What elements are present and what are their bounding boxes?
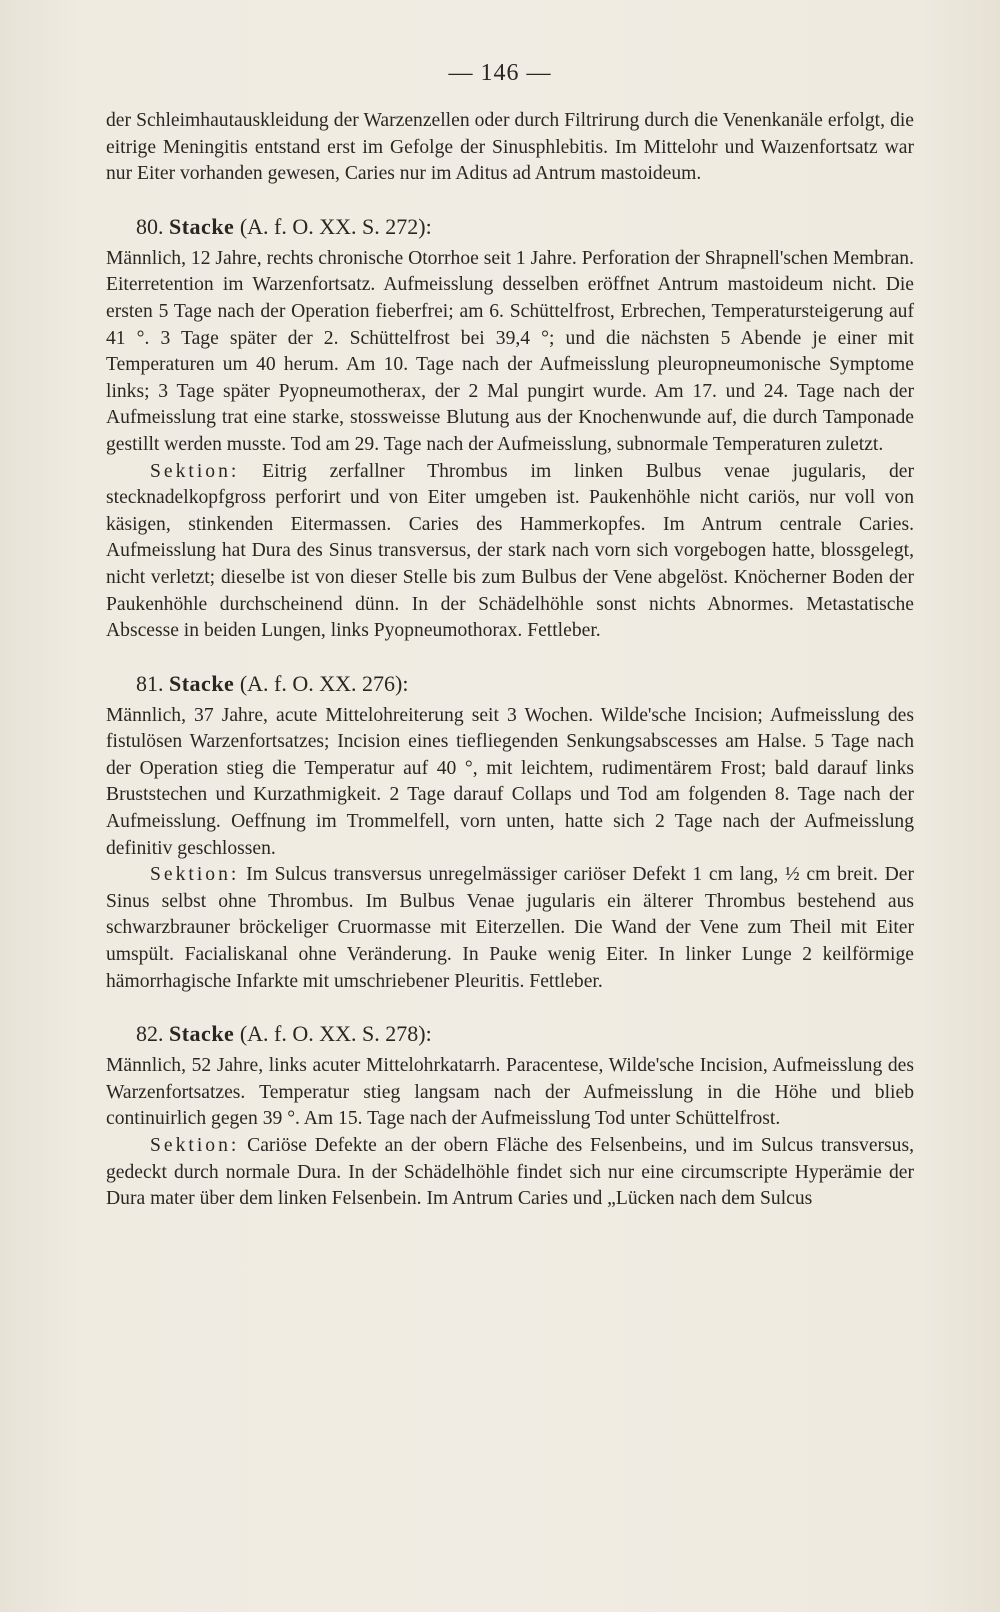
case-citation: (A. f. O. XX. S. 272): — [239, 213, 432, 239]
page-number: — 146 — — [448, 60, 552, 86]
case-section-81 — [106, 862, 914, 995]
section-text: Im Sulcus transversus unregelmässiger cariöser Defekt 1 cm lang, ½ cm breit. Der Sinus selbst ohne Thrombus. Im Bulbus Venae jugularis ein älterer Thrombus bestehend aus schwarzbrauner bröckeliger Cruormasse mit Eiterzellen. Die Wand der Vene zum Theil mit Eiter umspült. Facialiskanal ohne Veränderung. In Pauke wenig Eiter. In linker Lunge 2 keilförmige hämorrhagische Infarkte mit umschriebener Pleuritis. Fettleber. — [106, 864, 914, 992]
case-history-80: Männlich, 12 Jahre, rechts chronische Otorrhoe seit 1 Jahre. Perforation der Shrapnell'schen Membran. Eiterretention im Warzenfortsatz. Aufmeisslung desselben eröffnet Antrum mastoideum nicht. Die ersten 5 Tage nach der Operation fieberfrei; am 6. Schüttelfrost, Erbrechen, Temperatursteigerung auf 41 °. 3 Tage später der 2. Schüttelfrost bei 39,4 °; und die nächsten 5 Abende je einer mit Temperaturen um 40 herum. Am 10. Tage nach der Aufmeisslung pleuropneumonische Symptome links; 3 Tage später Pyopneumotherax, der 2 Mal pungirt wurde. Am 17. und 24. Tage nach der Aufmeisslung trat eine starke, stossweisse Blutung aus der Knochenwunde auf, die durch Tamponade gestillt werden musste. Tod am 29. Tage nach der Aufmeisslung, subnormale Temperaturen zuletzt. — [106, 247, 914, 455]
case-author: Stacke — [169, 1021, 235, 1047]
case-citation: (A. f. O. XX. S. 278): — [239, 1021, 432, 1047]
case-number: 81. — [136, 670, 164, 696]
case-history-81: Männlich, 37 Jahre, acute Mittelohreiterung seit 3 Wochen. Wilde'sche Incision; Aufmeisslung des fistulösen Warzenfortsatzes; Incision eines tiefliegenden Senkungsabscesses am Halse. 5 Tage nach der Operation stieg die Temperatur auf 40 °, mit leichtem, rudimentärem Frost; bald darauf links Bruststechen und Kurzathmigkeit. 2 Tage darauf Collaps und Tod am folgenden 8. Tage nach der Aufmeisslung. Oeffnung im Trommelfell, vorn unten, hatte sich 2 Tage nach der Aufmeisslung definitiv geschlossen. — [106, 704, 914, 859]
page-body — [106, 108, 914, 1213]
case-citation: (A. f. O. XX. 276): — [239, 670, 409, 696]
case-number: 82. — [136, 1021, 164, 1047]
case-number: 80. — [136, 213, 164, 239]
section-text: Cariöse Defekte an der obern Fläche des Felsenbeins, und im Sulcus transversus, gedeckt durch normale Dura. In der Schädelhöhle findet sich nur eine circumscripte Hyperämie der Dura mater über dem linken Felsenbein. Im Antrum Caries und „Lücken nach dem Sulcus — [106, 1135, 914, 1210]
case-heading-81 — [106, 669, 914, 699]
case-author: Stacke — [169, 670, 235, 696]
case-author: Stacke — [169, 213, 235, 239]
section-text: Eitrig zerfallner Thrombus im linken Bulbus venae jugularis, der stecknadelkopfgross perforirt und von Eiter umgeben ist. Paukenhöhle nicht cariös, nur voll von käsigen, stinkenden Eitermassen. Caries des Hammerkopfes. Im Antrum centrale Caries. Aufmeisslung hat Dura des Sinus transversus, der stark nach vorn sich vorgebogen hatte, blossgelegt, nicht verletzt; dieselbe ist von dieser Stelle bis zum Bulbus der Vene abgelöst. Knöcherner Boden der Paukenhöhle durchscheinend dünn. In der Schädelhöhle sonst nichts Abnormes. Metastatische Abscesse in beiden Lungen, links Pyopneumothorax. Fettleber. — [106, 460, 914, 642]
section-label: Sektion: — [150, 864, 240, 886]
section-label: Sektion: — [150, 1135, 240, 1156]
case-section-80 — [106, 459, 914, 645]
case-section-82 — [106, 1133, 914, 1213]
case-heading-80 — [106, 212, 914, 242]
case-heading-82 — [106, 1019, 914, 1049]
section-label: Sektion: — [150, 460, 240, 482]
case-history-82: Männlich, 52 Jahre, links acuter Mittelohrkatarrh. Paracentese, Wilde'sche Incision, Aufmeisslung des Warzenfortsatzes. Temperatur stieg langsam nach der Aufmeisslung in die Höhe und blieb continuirlich gegen 39 °. Am 15. Tage nach der Aufmeisslung Tod unter Schüttelfrost. — [106, 1055, 914, 1130]
intro-paragraph: der Schleimhautauskleidung der Warzenzellen oder durch Filtrirung durch die Venenkanäle erfolgt, die eitrige Meningitis entstand erst im Gefolge der Sinusphlebitis. Im Mittelohr und Waızenfortsatz war nur Eiter vorhanden gewesen, Caries nur im Aditus ad Antrum mastoideum. — [106, 110, 914, 185]
